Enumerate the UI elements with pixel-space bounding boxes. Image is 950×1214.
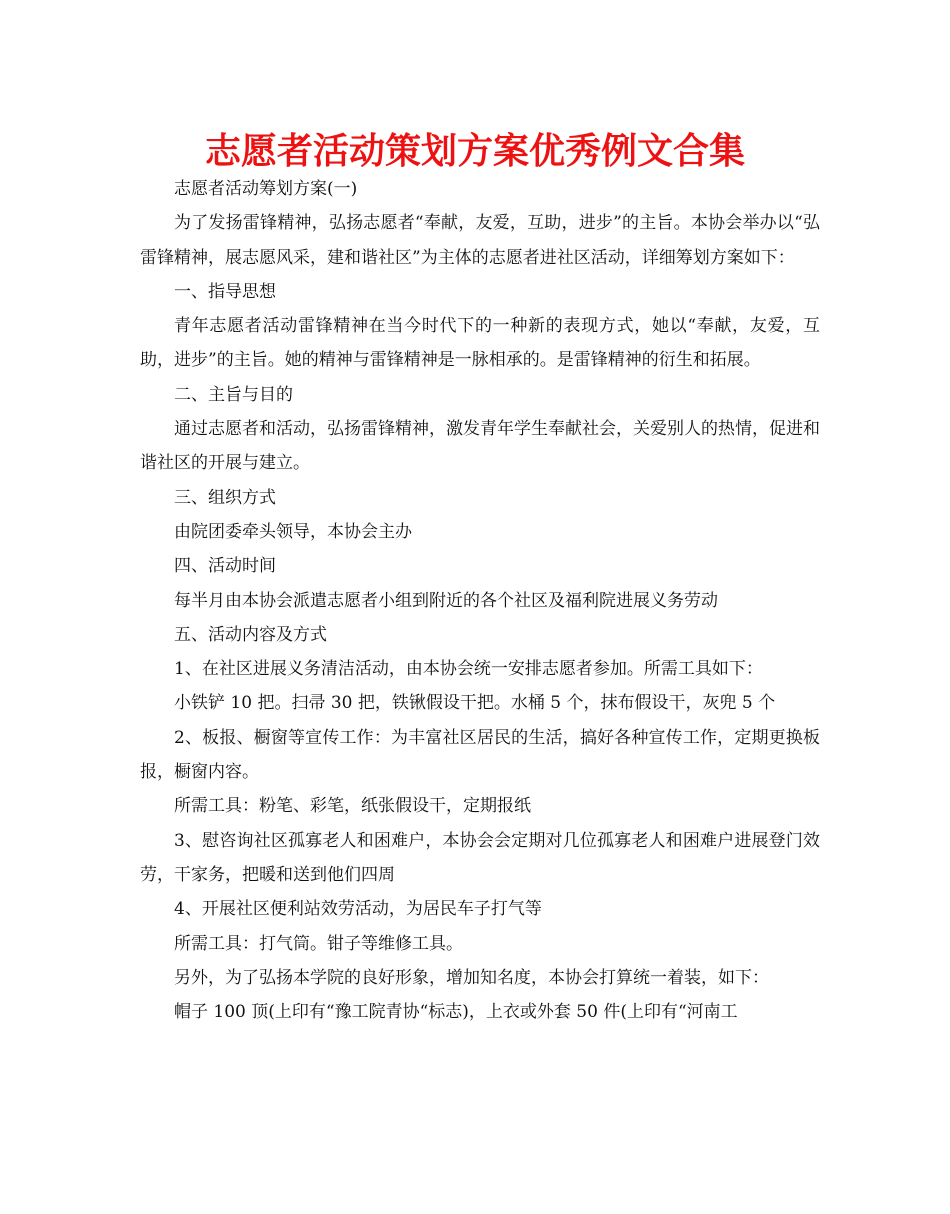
paragraph-tools-2: 所需工具：粉笔、彩笔，纸张假设干，定期报纸 (174, 796, 531, 817)
section-heading-organization: 三、组织方式 (174, 487, 276, 508)
section-heading-guiding-thought: 一、指导思想 (174, 281, 276, 302)
paragraph-item-3: 3、慰咨询社区孤寡老人和困难户，本协会会定期对几位孤寡老人和困难户进展登门效劳，干家务，把暖和送到他们四周 (140, 830, 820, 885)
section-heading-time: 四、活动时间 (174, 556, 276, 577)
document-body (140, 172, 820, 1029)
paragraph-guiding-thought: 青年志愿者活动雷锋精神在当今时代下的一种新的表现方式，她以“奉献，友爱，互助，进步”的主旨。她的精神与雷锋精神是一脉相承的。是雷锋精神的衍生和拓展。 (140, 316, 820, 371)
paragraph-item-2: 2、板报、橱窗等宣传工作：为丰富社区居民的生活，搞好各种宣传工作，定期更换板报，橱窗内容。 (140, 727, 820, 783)
paragraph-intro: 为了发扬雷锋精神，弘扬志愿者“奉献，友爱，互助，进步”的主旨。本协会举办以“弘雷锋精神，展志愿风采，建和谐社区”为主体的志愿者进社区活动，详细筹划方案如下： (140, 213, 820, 268)
section-heading-content: 五、活动内容及方式 (174, 624, 327, 645)
paragraph-item-1: 1、在社区进展义务清洁活动，由本协会统一安排志愿者参加。所需工具如下： (174, 659, 763, 680)
document-title: 志愿者活动策划方案优秀例文合集 (204, 131, 745, 172)
paragraph-uniform-detail: 帽子 100 顶(上印有“豫工院青协“标志)，上衣或外套 50 件(上印有“河南工 (174, 1002, 738, 1023)
paragraph-time: 每半月由本协会派遣志愿者小组到附近的各个社区及福利院进展义务劳动 (174, 590, 718, 611)
paragraph-item-4: 4、开展社区便利站效劳活动，为居民车子打气等 (174, 899, 542, 920)
paragraph-tools-4: 所需工具：打气筒。钳子等维修工具。 (174, 933, 463, 954)
paragraph-uniform: 另外，为了弘扬本学院的良好形象，增加知名度，本协会打算统一着装，如下： (174, 967, 769, 988)
paragraph-organization: 由院团委牵头领导，本协会主办 (174, 521, 412, 542)
paragraph-heading-plan-one: 志愿者活动筹划方案(一) (174, 179, 358, 199)
paragraph-purpose: 通过志愿者和活动，弘扬雷锋精神，激发青年学生奉献社会，关爱别人的热情，促进和谐社区的开展与建立。 (140, 419, 820, 474)
paragraph-tools-1: 小铁铲 10 把。扫帚 30 把，铁锹假设干把。水桶 5 个，抹布假设干，灰兜 5 个 (174, 693, 776, 714)
section-heading-purpose: 二、主旨与目的 (174, 384, 293, 405)
